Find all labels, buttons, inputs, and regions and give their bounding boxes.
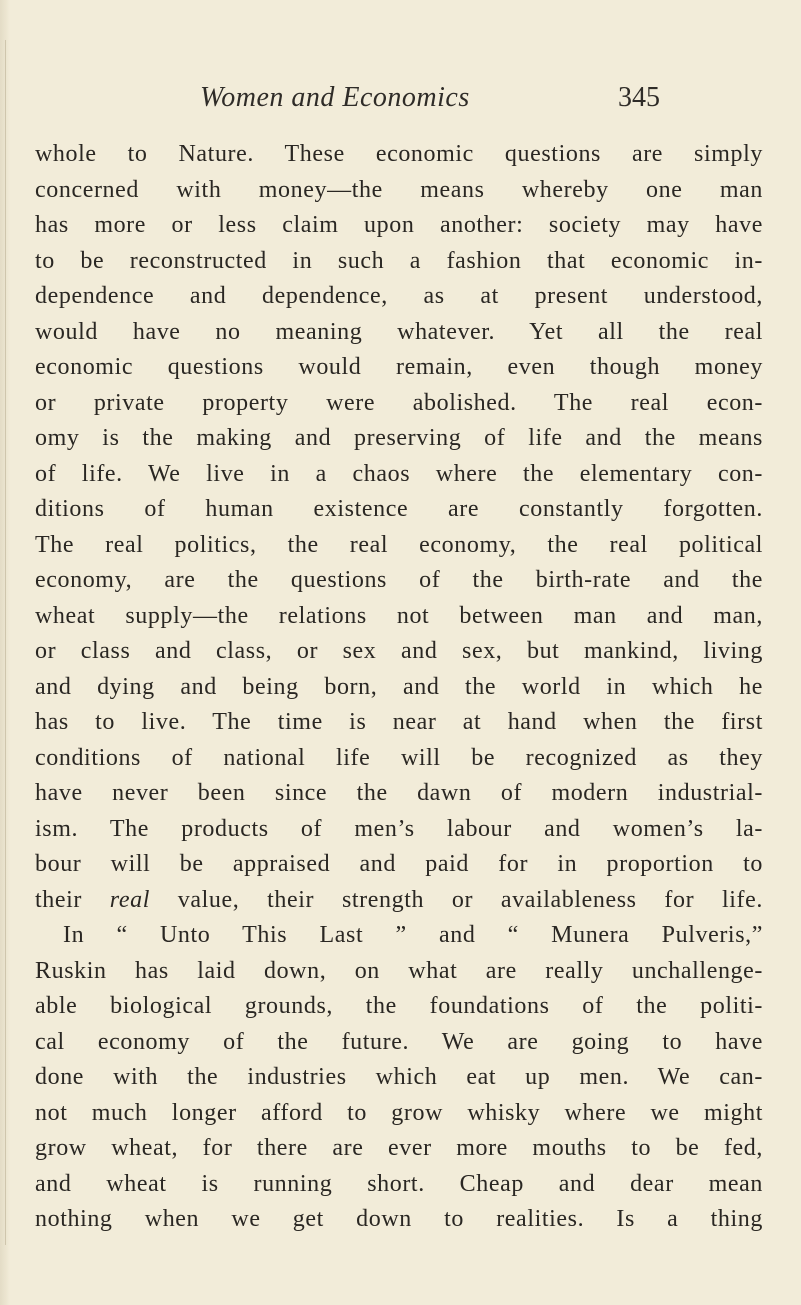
- page-number: 345: [618, 82, 660, 113]
- text-line: bour will be appraised and paid for in proportion to: [35, 851, 763, 877]
- italic-emphasis: real: [109, 886, 150, 913]
- body-text: [35, 137, 763, 1238]
- text-line: of life. We live in a chaos where the elementary con-: [35, 460, 763, 487]
- running-header: [200, 82, 660, 122]
- text-line: ism. The products of men’s labour and women’s la-: [35, 815, 763, 842]
- text-line: or private property were abolished. The real econ-: [35, 389, 763, 416]
- text-line: able biological grounds, the foundations of the politi-: [35, 993, 763, 1019]
- text-line: and wheat is running short. Cheap and dear mean: [35, 1170, 763, 1197]
- text-line: omy is the making and preserving of life and the means: [35, 425, 763, 451]
- text-line: wheat supply—the relations not between man and man,: [35, 602, 763, 629]
- text-line: concerned with money—the means whereby one man: [35, 176, 763, 203]
- text-line: done with the industries which eat up men. We can-: [35, 1064, 763, 1090]
- text-line: economy, are the questions of the birth-rate and the: [35, 567, 763, 593]
- page-gutter-line: [5, 40, 6, 1245]
- text-line: conditions of national life will be recognized as they: [35, 744, 763, 771]
- text-line: not much longer afford to grow whisky where we might: [35, 1099, 763, 1126]
- text-line: has to live. The time is near at hand when the first: [35, 709, 763, 735]
- text-line: nothing when we get down to realities. Is a thing: [35, 1206, 763, 1232]
- text-line: and dying and being born, and the world in which he: [35, 673, 763, 700]
- text-line: dependence and dependence, as at present understood,: [35, 283, 763, 309]
- text-line: has more or less claim upon another: society may have: [35, 212, 763, 238]
- text-line: would have no meaning whatever. Yet all the real: [35, 318, 763, 345]
- paragraph-start-line: In “ Unto This Last ” and “ Munera Pulveris,”: [63, 922, 763, 948]
- text-run: value, their strength or availableness for life.: [149, 886, 763, 913]
- text-run: their: [35, 886, 110, 913]
- text-line: whole to Nature. These economic questions are simply: [35, 141, 763, 167]
- text-line-with-italic: [35, 883, 763, 919]
- running-title: Women and Economics: [200, 82, 470, 113]
- text-line: ditions of human existence are constantly forgotten.: [35, 496, 763, 522]
- text-line: Ruskin has laid down, on what are really unchallenge-: [35, 957, 763, 984]
- text-line: have never been since the dawn of modern industrial-: [35, 780, 763, 806]
- text-line: economic questions would remain, even though money: [35, 354, 763, 380]
- text-line: The real politics, the real economy, the real political: [35, 531, 763, 558]
- text-line: cal economy of the future. We are going to have: [35, 1028, 763, 1055]
- text-line: grow wheat, for there are ever more mouths to be fed,: [35, 1135, 763, 1161]
- text-line: to be reconstructed in such a fashion that economic in-: [35, 247, 763, 274]
- text-line: or class and class, or sex and sex, but mankind, living: [35, 638, 763, 664]
